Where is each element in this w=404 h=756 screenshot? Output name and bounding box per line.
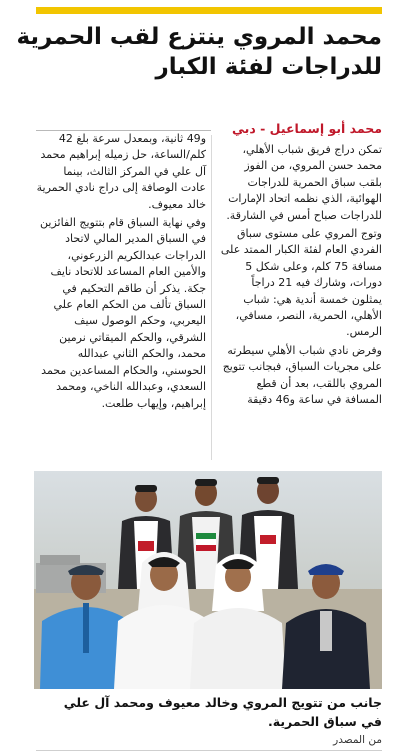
photo-caption xyxy=(36,693,382,731)
headline-line-2: للدراجات لفئة الكبار xyxy=(155,54,382,80)
paragraph: تمكن دراج فريق شباب الأهلي، محمد حسن المروي، من الفوز بلقب سباق الحمرية للدراجات الهوائية، الذي نظمه اتحاد الإمارات للدراجات صباح أمس في الشارقة. xyxy=(226,143,382,222)
accent-bar xyxy=(36,7,382,14)
paragraph: و49 ثانية، وبمعدل سرعة بلغ 42 كلم/الساعة، حل زميله إبراهيم محمد آل علي في المركز الثالث، بينما عادت الوصافة إلى دراج نادي الحمرية خالد معيوف. xyxy=(36,132,206,211)
caption-line-2: في سباق الحمرية. xyxy=(268,714,382,729)
caption-line-1: جانب من تتويج المروي وخالد معيوف ومحمد آل علي xyxy=(63,695,382,710)
photo-source: من المصدر xyxy=(333,734,382,746)
podium-photo-illustration xyxy=(34,471,382,689)
paragraph: وفرض نادي شباب الأهلي سيطرته على مجريات السباق، فبجانب تتويج المروي باللقب، بعد أن قطع المسافة في ساعة و46 دقيقة xyxy=(222,343,382,407)
headline-line-1: محمد المروي ينتزع لقب الحمرية xyxy=(16,24,382,50)
article-column-left xyxy=(36,131,206,414)
article-column-right xyxy=(218,142,382,411)
source-rule xyxy=(36,750,382,751)
column-divider xyxy=(211,135,212,460)
paragraph: وفي نهاية السباق قام بتتويج الفائزين في السباق المدير المالي لاتحاد الدراجات عبدالكريم الزرعوني، والأمين العام المساعد للاتحاد نايف جكة. يذكر أن طاقم التحكيم في السباق تألف من الحكم العام علي اليعربي، وحكم الوصول سيف الشرقي، والحكم الميقاتي نرمين محمد، والحكم الثاني عبدالله الحوسني، والحكام المساعدين محمد السعدي، وعبدالله الناخي، ومحمد إبراهيم، وإيهاب طلعت. xyxy=(40,216,206,410)
paragraph: وتوج المروي على مستوى سباق الفردي العام لفئة الكبار الممتد على مسافة 75 كلم، وعلى شكل 5 دورات، وشارك فيه 21 دراجاً يمثلون خمسة أندية هي: شباب الأهلي، الحمرية، النصر، مسافي، الرمس. xyxy=(220,227,382,339)
byline: محمد أبو إسماعيل - دبي xyxy=(232,121,382,136)
article-headline xyxy=(16,22,382,82)
article-photo xyxy=(34,471,382,689)
